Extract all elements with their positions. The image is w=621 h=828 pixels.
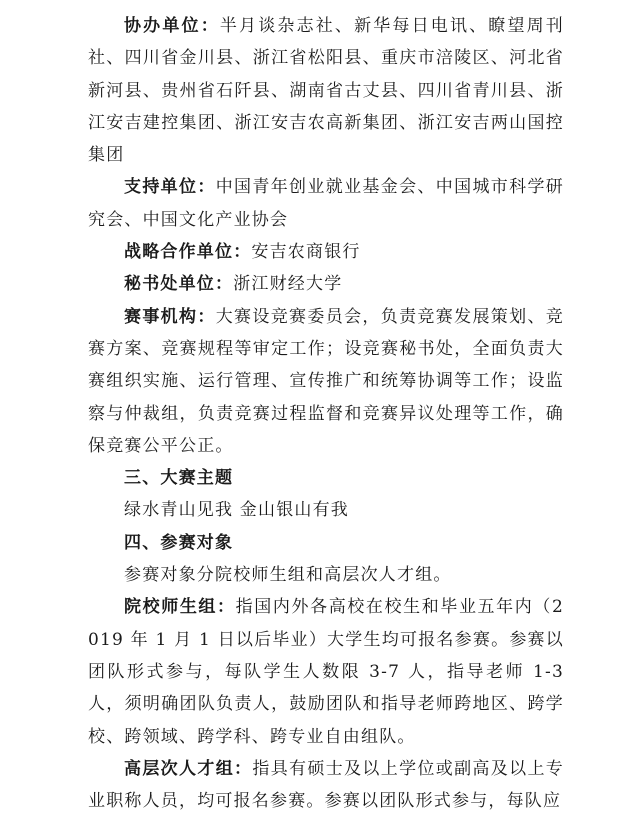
text-secretariat: 浙江财经大学 bbox=[233, 274, 343, 295]
paragraph-strategic-partner bbox=[88, 236, 564, 268]
text-talent-group: 指具有硕士及以上学位或副高及以上专业职称人员，均可报名参赛。参赛以团队形式参与，每队应 bbox=[88, 758, 564, 812]
theme-text: 绿水青山见我 金山银山有我 bbox=[124, 500, 350, 521]
term-secretariat: 秘书处单位： bbox=[124, 274, 234, 295]
paragraph-secretariat bbox=[88, 268, 564, 300]
term-college-group: 院校师生组： bbox=[124, 597, 236, 618]
text-organization: 大赛设竞赛委员会，负责竞赛发展策划、竞赛方案、竞赛规程等审定工作；设竞赛秘书处，全面负责大赛组织实施、运行管理、宣传推广和统筹协调等工作；设监察与仲裁组，负责竞赛过程监督和竞赛异议处理等工作，确保竞赛公平公正。 bbox=[88, 306, 564, 456]
paragraph-talent-group bbox=[88, 753, 564, 818]
paragraph-supporters bbox=[88, 171, 564, 236]
document-body bbox=[88, 10, 564, 817]
paragraph-college-group bbox=[88, 591, 564, 752]
paragraph-co-organizers bbox=[88, 10, 564, 171]
paragraph-organization bbox=[88, 301, 564, 462]
term-supporters: 支持单位： bbox=[124, 177, 216, 198]
text-supporters: 中国青年创业就业基金会、中国城市科学研究会、中国文化产业协会 bbox=[88, 177, 564, 230]
section-heading-theme: 三、大赛主题 bbox=[124, 468, 234, 489]
term-talent-group: 高层次人才组： bbox=[124, 758, 253, 779]
text-strategic-partner: 安吉农商银行 bbox=[251, 242, 361, 263]
term-organization: 赛事机构： bbox=[124, 306, 216, 327]
paragraph-participant-groups: 参赛对象分院校师生组和高层次人才组。 bbox=[124, 565, 452, 586]
text-college-group: 指国内外各高校在校生和毕业五年内（2019 年 1 月 1 日以后毕业）大学生均可报名参赛。参赛以团队形式参与，每队学生人数限 3-7 人，指导老师 1-3 人，须明确团队负责人，鼓励团队和指导老师跨地区、跨学校、跨领域、跨学科、跨专业自由组队。 bbox=[88, 597, 565, 747]
section-heading-participants: 四、参赛对象 bbox=[124, 532, 234, 553]
text-co-organizers: 半月谈杂志社、新华每日电讯、瞭望周刊社、四川省金川县、浙江省松阳县、重庆市涪陵区、河北省新河县、贵州省石阡县、湖南省古丈县、四川省青川县、浙江安吉建控集团、浙江安吉农高新集团、浙江安吉两山国控集团 bbox=[88, 16, 565, 166]
term-strategic-partner: 战略合作单位： bbox=[124, 242, 252, 263]
term-co-organizers: 协办单位： bbox=[124, 16, 220, 36]
